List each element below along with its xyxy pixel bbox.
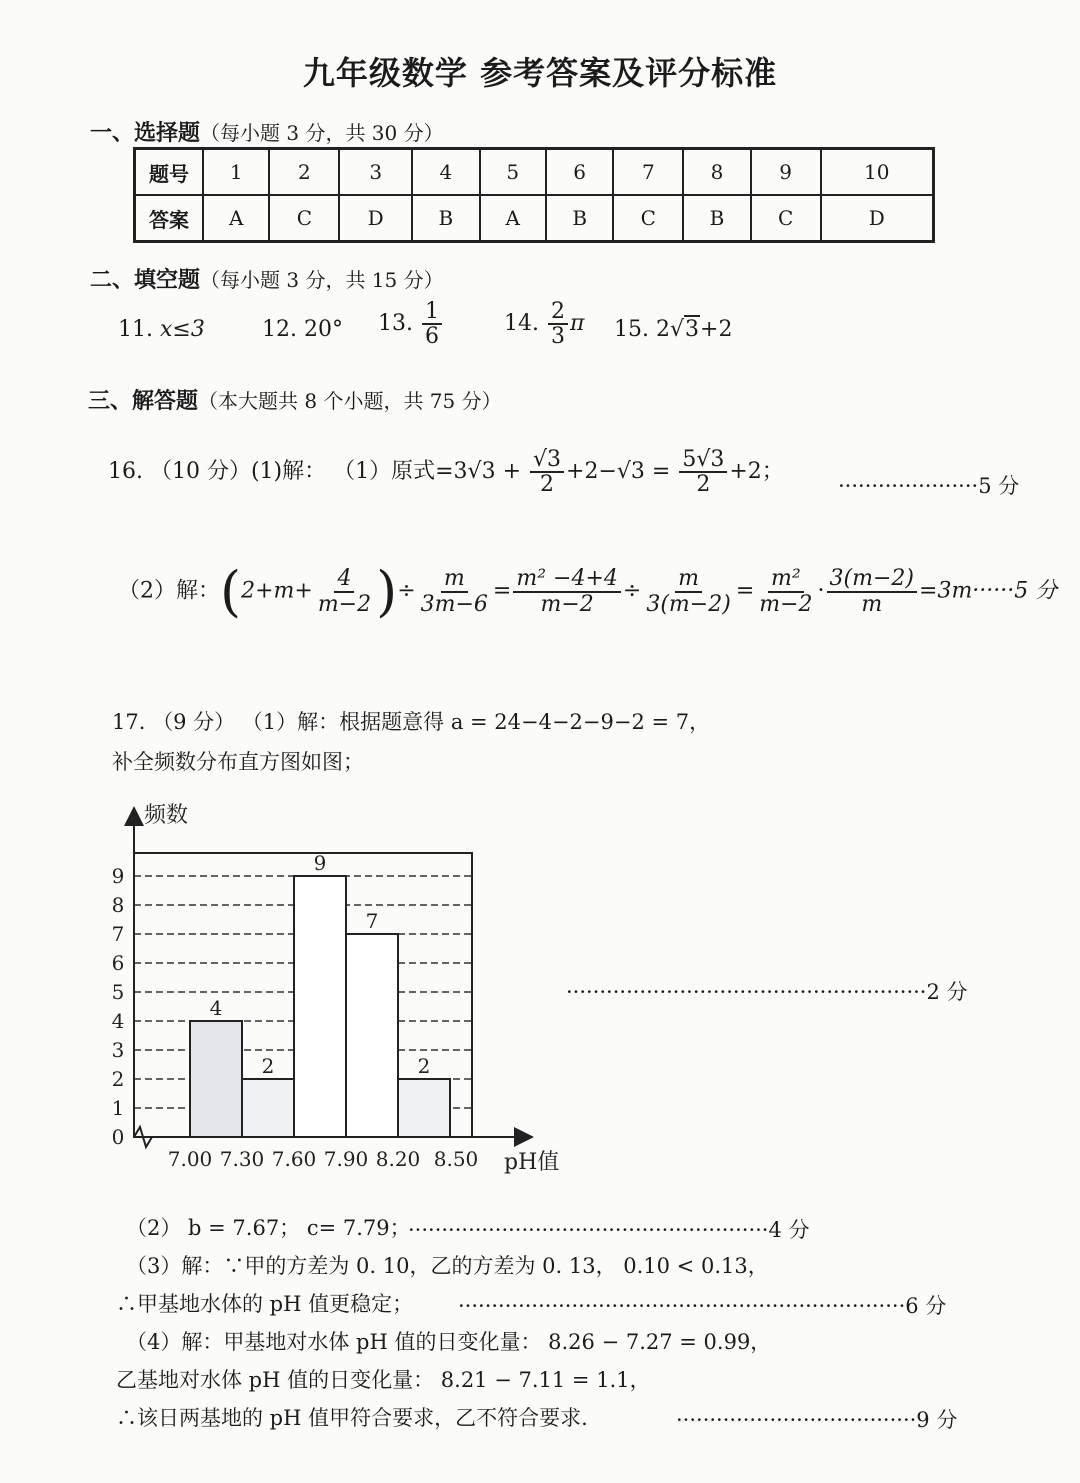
- x-tick-label: 7.60: [271, 1147, 317, 1171]
- expression: +2；: [729, 459, 784, 485]
- fraction: [679, 448, 727, 496]
- operator: ÷: [397, 578, 416, 604]
- expression: +2−√3 =: [566, 459, 671, 485]
- q17-part4-conclusion: ∴该日两基地的 pH 值甲符合要求，乙不符合要求.: [116, 1406, 588, 1430]
- denominator: m−2: [317, 591, 372, 617]
- table-cell: 7: [613, 149, 683, 196]
- q17-score-part2: ······················································4 分: [408, 1218, 810, 1242]
- left-paren: (: [220, 560, 242, 623]
- table-cell: B: [412, 195, 479, 242]
- table-cell: C: [269, 195, 339, 242]
- operator: ·: [817, 578, 825, 604]
- expression: =3√3 +: [435, 459, 521, 485]
- fraction: [530, 448, 564, 496]
- table-cell: D: [339, 195, 412, 242]
- y-tick-label: 8: [111, 893, 125, 917]
- table-cell: 8: [683, 149, 750, 196]
- denominator: 2: [696, 472, 711, 498]
- numerator: 5√3: [679, 448, 727, 473]
- table-cell: B: [683, 195, 750, 242]
- numerator: m: [675, 567, 702, 592]
- y-tick-label: 9: [111, 864, 125, 888]
- page-title: 九年级数学 参考答案及评分标准: [302, 54, 778, 92]
- denominator: 6: [425, 324, 439, 350]
- y-tick-label: 4: [111, 1009, 125, 1033]
- section-3-heading: [88, 384, 502, 415]
- table-cell: 3: [339, 149, 412, 196]
- radicand: 3: [685, 317, 700, 342]
- question-number: 14.: [504, 311, 539, 337]
- fraction: [756, 567, 815, 615]
- bar-value-label: 7: [365, 909, 379, 933]
- fill-answer-13: [378, 300, 444, 348]
- answer-table-answer-row: [135, 195, 934, 242]
- result-and-score: =3m······5 分: [919, 578, 1058, 604]
- table-header-answer: 答案: [135, 195, 204, 242]
- coefficient: 2: [656, 317, 670, 342]
- answer-table-number-row: [135, 149, 934, 196]
- fill-answer-11: [118, 317, 205, 342]
- leader-dots: ·····················: [838, 474, 979, 498]
- score-value: 5 分: [978, 474, 1020, 498]
- fill-answer-15: 15. 2√3+2: [614, 317, 733, 342]
- x-tick-label: 7.00: [167, 1147, 213, 1171]
- q17-part3-conclusion: ∴甲基地水体的 pH 值更稳定；: [116, 1292, 414, 1316]
- y-tick-label: 1: [111, 1096, 125, 1120]
- table-cell: 9: [751, 149, 821, 196]
- q17-part3: （3）解：∵甲的方差为 0. 10，乙的方差为 0. 13， 0.10 < 0.13，: [126, 1254, 769, 1278]
- section-2-heading: [90, 263, 444, 294]
- denominator: 3: [551, 324, 565, 350]
- histogram-bar: [242, 1079, 294, 1137]
- numerator: m: [441, 567, 468, 592]
- fraction: [643, 567, 733, 615]
- table-cell: D: [821, 195, 934, 242]
- histogram-bar: [190, 1021, 242, 1137]
- fraction: [315, 567, 374, 615]
- operator: ÷: [622, 578, 642, 604]
- bar-value-label: 9: [313, 851, 327, 875]
- expression: 2+m+: [241, 578, 313, 604]
- numerator: 2: [548, 300, 568, 325]
- table-cell: 2: [269, 149, 339, 196]
- denominator: 3m−6: [420, 591, 488, 617]
- q17-line-1: 17. （9 分） （1）解：根据题意得 a = 24−4−2−9−2 = 7，: [112, 710, 711, 734]
- denominator: 2: [540, 472, 554, 498]
- section-1-note: （每小题 3 分，共 30 分）: [200, 121, 444, 145]
- q17-score-part3: ···································································6 分: [458, 1294, 947, 1318]
- q17-score-histogram: ······················································2 分: [566, 980, 968, 1004]
- table-cell: B: [546, 195, 613, 242]
- table-cell: A: [480, 195, 546, 242]
- histogram-bar: [346, 934, 398, 1137]
- operator: =: [735, 578, 755, 604]
- fill-answer-12: [262, 317, 343, 342]
- q16-heading: 16. （10 分）(1)解： （1）原式: [108, 459, 436, 485]
- denominator: m: [861, 591, 883, 617]
- fraction: [548, 300, 568, 348]
- q17-line-2: 补全频数分布直方图如图；: [112, 750, 364, 774]
- q17-part2: （2） b = 7.67； c= 7.79；: [126, 1216, 411, 1240]
- table-cell: 4: [412, 149, 479, 196]
- operator: =: [492, 578, 512, 604]
- section-1-title: 一、选择题: [90, 120, 201, 146]
- numerator: √3: [530, 448, 564, 473]
- q17-part4-line2: 乙基地对水体 pH 值的日变化量： 8.21 − 7.11 = 1.1，: [116, 1368, 651, 1392]
- bar-value-label: 2: [261, 1054, 275, 1078]
- q17-score-part4: ····································9 分: [676, 1408, 958, 1432]
- q16-part2: [118, 560, 1057, 623]
- pi-symbol: π: [570, 311, 585, 337]
- fill-answer-14: [504, 300, 584, 348]
- numerator: 3(m−2): [827, 567, 917, 592]
- table-cell: A: [203, 195, 269, 242]
- question-number: 11.: [118, 317, 153, 342]
- x-tick-label: 8.50: [433, 1147, 479, 1171]
- histogram-bar: [294, 876, 346, 1137]
- question-number: 12.: [262, 317, 297, 342]
- x-tick-label: 8.20: [375, 1147, 421, 1171]
- numerator: 1: [422, 300, 442, 325]
- table-header-number: 题号: [135, 149, 204, 196]
- y-axis-label: 频数: [144, 803, 189, 828]
- denominator: m−2: [759, 591, 813, 617]
- addend: +2: [700, 317, 733, 342]
- bar-value-label: 4: [209, 996, 223, 1020]
- section-2-title: 二、填空题: [90, 267, 201, 293]
- right-paren: ): [376, 560, 398, 623]
- section-1-heading: [90, 116, 444, 147]
- table-cell: C: [613, 195, 683, 242]
- question-number: 15.: [614, 317, 649, 342]
- x-tick-label: 7.30: [219, 1147, 265, 1171]
- table-cell: 1: [203, 149, 269, 196]
- answer-value: x≤3: [160, 317, 205, 342]
- question-number: 13.: [378, 311, 413, 337]
- fraction: [827, 567, 917, 615]
- y-tick-label: 7: [111, 922, 125, 946]
- x-tick-label: 7.90: [323, 1147, 369, 1171]
- q16-part1: [108, 448, 784, 496]
- table-cell: 5: [480, 149, 546, 196]
- denominator: 3(m−2): [646, 591, 731, 617]
- numerator: 4: [334, 567, 354, 592]
- fraction: [513, 567, 621, 615]
- y-tick-label: 6: [111, 951, 125, 975]
- y-tick-label: 5: [111, 980, 125, 1004]
- answer-table: [133, 147, 935, 243]
- y-tick-label: 2: [111, 1067, 125, 1091]
- section-2-note: （每小题 3 分，共 15 分）: [200, 268, 444, 292]
- section-3-title: 三、解答题: [88, 388, 199, 414]
- fraction: [418, 567, 491, 615]
- q17-part4: （4）解：甲基地对水体 pH 值的日变化量： 8.26 − 7.27 = 0.99，: [126, 1330, 772, 1354]
- section-3-note: （本大题共 8 个小题，共 75 分）: [198, 389, 502, 413]
- y-tick-label: 0: [111, 1125, 125, 1149]
- histogram-bar: [398, 1079, 450, 1137]
- denominator: m−2: [540, 591, 594, 617]
- q16-score-1: [838, 470, 1019, 500]
- part-label: （2）解：: [118, 578, 220, 604]
- y-tick-label: 3: [111, 1038, 125, 1062]
- answer-value: 20°: [304, 317, 343, 342]
- numerator: m²: [768, 567, 804, 592]
- fraction: [422, 300, 442, 348]
- histogram-chart: [100, 796, 580, 1186]
- table-cell: 10: [821, 149, 934, 196]
- table-cell: 6: [546, 149, 613, 196]
- x-axis-label: pH值: [504, 1150, 560, 1175]
- table-cell: C: [751, 195, 821, 242]
- numerator: m² −4+4: [513, 567, 621, 592]
- bar-value-label: 2: [417, 1054, 431, 1078]
